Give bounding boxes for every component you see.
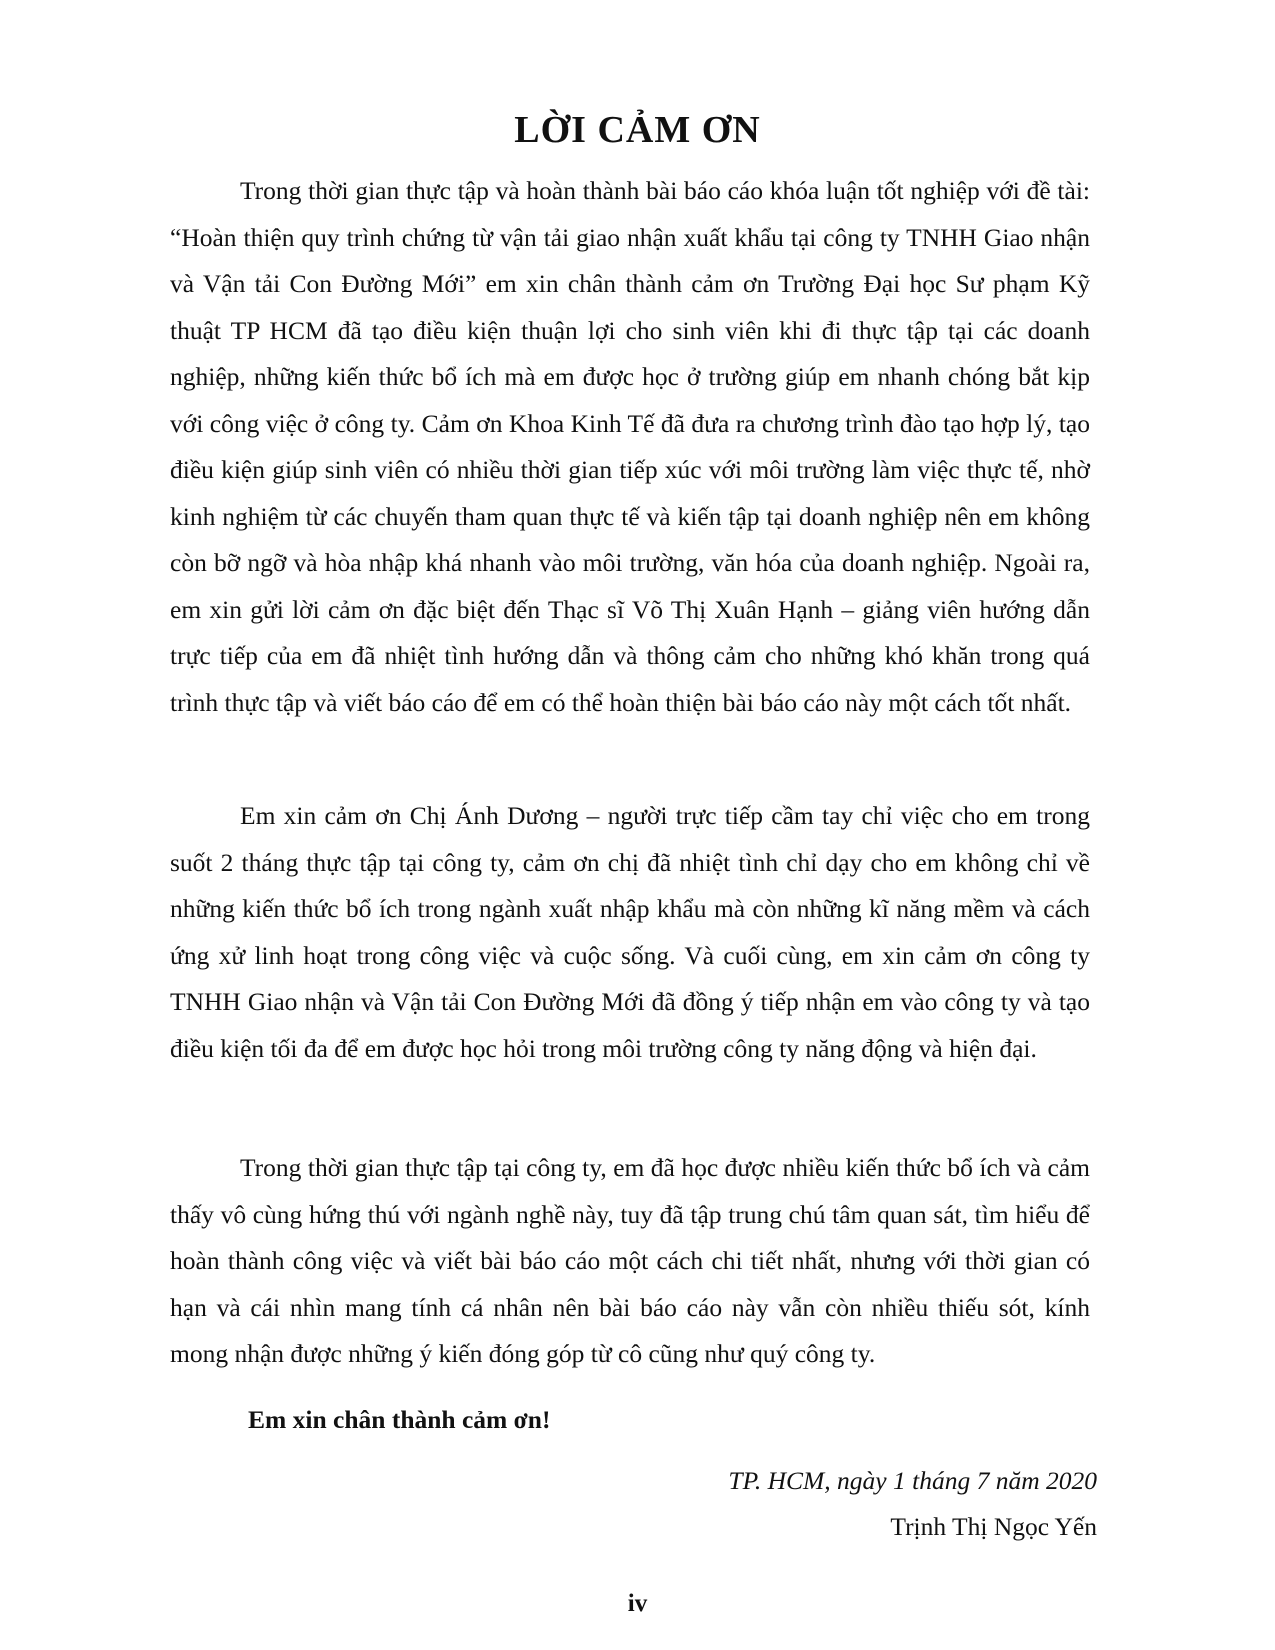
paragraph-3: Trong thời gian thực tập tại công ty, em đã học được nhiều kiến thức bổ ích và cảm thấy vô cùng hứng thú với ngành nghề này, tuy đã tập trung chú tâm quan sát, tìm hiểu để hoàn thành công việc và viết bài báo cáo một cách chi tiết nhất, nhưng với thời gian có hạn và cái nhìn mang tính cá nhân nên bài báo cáo này vẫn còn nhiều thiếu sót, kính mong nhận được những ý kiến đóng góp từ cô cũng như quý công ty.	[170, 1153, 1090, 1368]
page-number: iv	[627, 1590, 648, 1617]
closing-line: Em xin chân thành cảm ơn!	[248, 1405, 551, 1434]
paragraph-1: Trong thời gian thực tập và hoàn thành bài báo cáo khóa luận tốt nghiệp với đề tài: “Hoàn thiện quy trình chứng từ vận tải giao nhận xuất khẩu tại công ty TNHH Giao nhận và Vận tải Con Đường Mới” em xin chân thành cảm ơn Trường Đại học Sư phạm Kỹ thuật TP HCM đã tạo điều kiện thuận lợi cho sinh viên khi đi thực tập tại các doanh nghiệp, những kiến thức bổ ích mà em được học ở trường giúp em nhanh chóng bắt kịp với công việc ở công ty. Cảm ơn Khoa Kinh Tế đã đưa ra chương trình đào tạo hợp lý, tạo điều kiện giúp sinh viên có nhiều thời gian tiếp xúc với môi trường làm việc thực tế, nhờ kinh nghiệm từ các chuyến tham quan thực tế và kiến tập tại doanh nghiệp nên em không còn bỡ ngỡ và hòa nhập khá nhanh vào môi trường, văn hóa của doanh nghiệp. Ngoài ra, em xin gửi lời cảm ơn đặc biệt đến Thạc sĩ Võ Thị Xuân Hạnh – giảng viên hướng dẫn trực tiếp của em đã nhiệt tình hướng dẫn và thông cảm cho những khó khăn trong quá trình thực tập và viết báo cáo để em có thể hoàn thiện bài báo cáo này một cách tốt nhất.	[170, 176, 1090, 717]
paragraph-2: Em xin cảm ơn Chị Ánh Dương – người trực tiếp cầm tay chỉ việc cho em trong suốt 2 tháng thực tập tại công ty, cảm ơn chị đã nhiệt tình chỉ dạy cho em không chỉ về những kiến thức bổ ích trong ngành xuất nhập khẩu mà còn những kĩ năng mềm và cách ứng xử linh hoạt trong công việc và cuộc sống. Và cuối cùng, em xin cảm ơn công ty TNHH Giao nhận và Vận tải Con Đường Mới đã đồng ý tiếp nhận em vào công ty và tạo điều kiện tối đa để em được học hỏi trong môi trường công ty năng động và hiện đại.	[170, 801, 1090, 1063]
page-title: LỜI CẢM ƠN	[514, 109, 761, 151]
signer-name: Trịnh Thị Ngọc Yến	[890, 1512, 1097, 1541]
date-line: TP. HCM, ngày 1 tháng 7 năm 2020	[728, 1466, 1097, 1495]
